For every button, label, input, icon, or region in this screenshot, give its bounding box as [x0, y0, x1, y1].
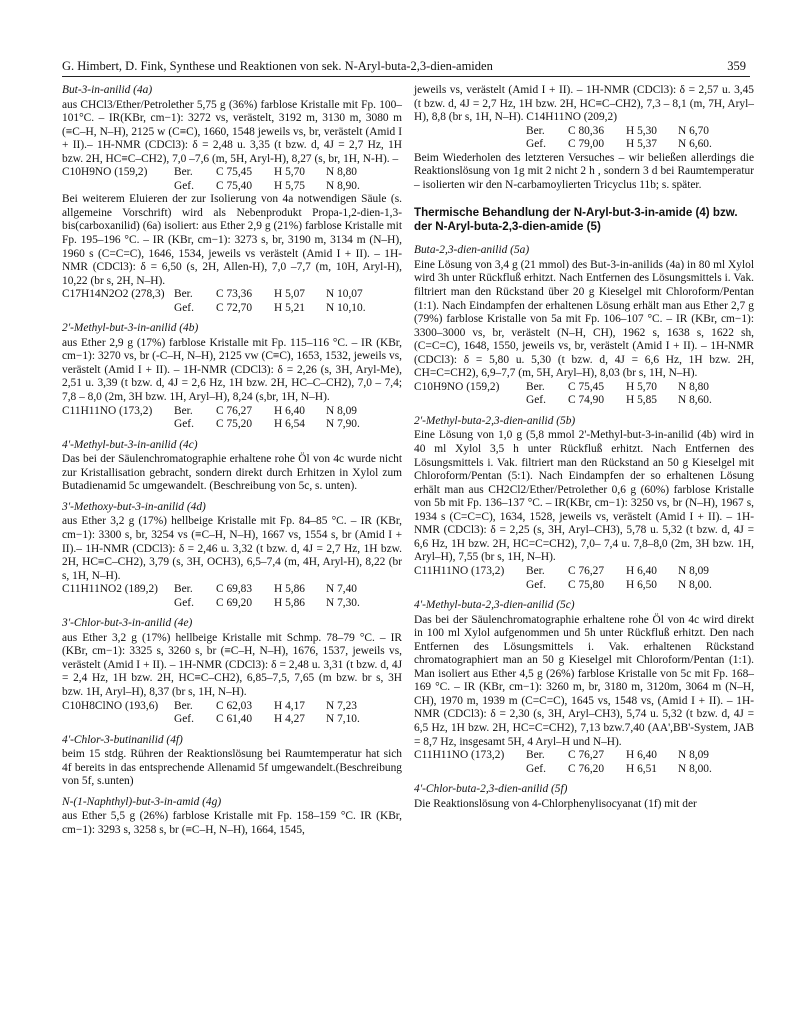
compound-entry-4a — [62, 84, 402, 315]
compound-entry-4g-continued — [414, 84, 754, 192]
running-header — [62, 56, 750, 77]
compound-entry-5f — [414, 783, 754, 811]
elemental-analysis: C11H11NO (173,2) Ber. C 76,27 H 6,40 N 8,09 Gef. C 75,20 H 6,54 N 7,90. — [62, 404, 360, 431]
experimental-text: aus Ether 5,5 g (26%) farblose Kristalle mit Fp. 158–159 °C. IR (KBr, cm−1): 3293 s, 3258 s, br (≡C–H, N–H), 1664, 1545, — [62, 810, 402, 836]
elemental-analysis: C11H11NO (173,2) Ber. C 76,27 H 6,40 N 8,09 Gef. C 75,80 H 6,50 N 8,00. — [414, 564, 712, 591]
experimental-text: Eine Lösung von 3,4 g (21 mmol) des But-3-in-anilids (4a) in 80 ml Xylol wird 3h unter Rückfluß erhitzt. Nach Entfernen des Lösungsmittels i. Vak. filtriert man den Rückstand über 20 g Kieselgel mit Chloroform/Pentan (1:1). Nach Eindampfen der erhaltenen Lösung erhält man aus Ether 2,7 g (79%) farblose Kristalle von 5a mit Fp. 106–107 °C. – IR (KBr, cm−1): 3300–3000 vs, br, verästelt (N–H, CH), 1962 s, 1638 s, 1622 sh, (C=C=C), 1648, 1550, jeweils vs, br, verästelt (Amid I + II). – 1H-NMR (CDCl3): δ = 5,80 u. 5,30 (t bzw. d, 4J = 6,6 Hz, 1H bzw. 2H, CH=C=CH2), 6,9–7,7 (m, 5H, Aryl–H), 8,03 (br s, 1H, N–H). — [414, 258, 754, 380]
formula: C10H9NO (159,2) — [62, 166, 148, 179]
experimental-text: aus Ether 3,2 g (17%) hellbeige Kristalle mit Fp. 84–85 °C. – IR (KBr, cm−1): 3300 s, br, 3254 vs (≡C–H, N–H), 1667 vs, 1554 s, br (Amid I + II).– 1H-NMR (CDCl3): δ = 2,46 u. 3,32 (t bzw. d, 4J = 2,7 Hz, 1H bzw. 2H, HC≡C–CH2), 3,79 (s, 3H, OCH3), 6,5–7,4 (m, 4H, Aryl-H), 8,22 (br s, 1H, N–H). — [62, 515, 402, 582]
compound-entry-4g — [62, 796, 402, 838]
left-column — [62, 84, 402, 844]
formula: C17H14N2O2 (278,3) — [62, 288, 165, 301]
formula: C11H11NO (173,2) — [62, 404, 153, 417]
compound-title: 2'-Methyl-but-3-in-anilid (4b) — [62, 322, 199, 335]
compound-entry-4f — [62, 734, 402, 789]
experimental-text: Das bei der Säulenchromatographie erhaltene rohe Öl von 4c wurde nicht zur Kristallisation gebracht, sondern direkt durch Erhitzen in Xylol zum Butadienamid 5c umgewandelt. (Beschreibung von 5c, s. unten). — [62, 453, 402, 493]
compound-entry-5b — [414, 415, 754, 592]
experimental-text: Das bei der Säulenchromatographie erhaltene rohe Öl von 4c wird direkt in 100 ml Xylol aufgenommen und 5h unter Rückfluß erhitzt. Den nach Entfernen des Lösungsmittels i. Vak. erhaltenen Rückstand chromatographiert man an 50 g Kieselgel mit Chloroform/Pentan (1:1). Man isoliert aus Ether 4,5 g (26%) farblose Kristalle von 5c mit Fp. 168–169 °C. – IR (KBr, cm−1): 3260 m, br, 3180 m, 3120m, 3064 m (N–H, CH), 1970 m, 1939 m (C=C=C), 1645 vs, 1548 vs, (Amid I + II). – 1H-NMR (CDCl3): δ = 2,30 (s, 3H, Aryl–CH3), 5,74 u. 5,32 (t bzw. d, 4J = 6,5 Hz, 1H bzw. 2H, HC=C=CH2), 7,13 bzw.7,40 (AA',BB'-System, JAB = 8,7 Hz, insgesamt 5H, 4 Aryl–H und N–H). — [414, 613, 754, 748]
elemental-analysis: C17H14N2O2 (278,3) Ber. C 73,36 H 5,07 N 10,07 Gef. C 72,70 H 5,21 N 10,10. — [62, 288, 366, 314]
compound-title: N-(1-Naphthyl)-but-3-in-amid (4g) — [62, 795, 222, 808]
experimental-text: beim 15 stdg. Rühren der Reaktionslösung bei Raumtemperatur hat sich 4f bereits in das entsprechende Allenamid 5f umgewandelt.(Beschreibung von 5f, s.unten) — [62, 748, 402, 788]
compound-title: 4'-Chlor-3-butinanilid (4f) — [62, 733, 183, 746]
experimental-text: aus Ether 3,2 g (17%) hellbeige Kristalle mit Schmp. 78–79 °C. – IR (KBr, cm−1): 3325 s, 3260 s, br (≡C–H, N–H), 1676, 1537, jeweils vs, verästelt (Amid I + II). – 1H-NMR (CDCl3): δ = 2,48 u. 3,31 (t bzw. d, 4J = 2,4 Hz, 1H bzw. 2H, HC≡C–CH2), 6,85–7,5, 7,65 (m bzw. br s, 3H bzw. 1H, Aryl–H), 8,37 (br s, 1H, N–H). — [62, 631, 402, 698]
compound-title: 3'-Chlor-but-3-in-anilid (4e) — [62, 617, 193, 630]
section-heading: Thermische Behandlung der N-Aryl-but-3-in-amide (4) bzw. der N-Aryl-buta-2,3-dien-amide (5) — [414, 206, 738, 234]
compound-entry-4b — [62, 322, 402, 431]
experimental-text: aus Ether 2,9 g (17%) farblose Kristalle mit Fp. 115–116 °C. – IR (KBr, cm−1): 3270 vs, br (-C–H, N–H), 2125 vw (C≡C), 1653, 1532, jeweils vs, verästelt (Amid I + II). – 1H-NMR (CDCl3): δ = 2,26 (s, 3H, Aryl-Me), 2,51 u. 3,39 (t bzw. d, 4J = 2,6 Hz, 1H bzw. 2H, HC–C–CH2), 7,0 – 7,4; 7,8 – 8,0 (2m, 3H bzw. 1H, Aryl–H), 8,24 (s,br, 1H, N–H). — [62, 336, 402, 404]
compound-entry-4c — [62, 439, 402, 494]
elemental-analysis: C11H11NO2 (189,2) Ber. C 69,83 H 5,86 N 7,40 Gef. C 69,20 H 5,86 N 7,30. — [62, 583, 360, 609]
experimental-text: jeweils vs, verästelt (Amid I + II). – 1H-NMR (CDCl3): δ = 2,57 u. 3,45 (t bzw. d, 4J = 2,7 Hz, 1H bzw. 2H, HC≡C–CH2), 7,3 – 8,1 (m, 7H, Aryl–H), 8,8 (br s, 1H, N–H). C14H11NO (209,2) — [414, 84, 754, 124]
experimental-text: Bei weiterem Eluieren der zur Isolierung von 4a notwendigen Säule (s. allgemeine Vorschrift) wird als Nebenprodukt Propa-1,2-dien-1,3-bis(carboxanilid) (6a) isoliert: aus Ether 2,9 g (21%) farblose Kristalle mit Fp. 195–196 °C. – IR (KBr, cm−1): 3273 s, br, 3190 m, 3134 m (N–H), 1960 s (C=C=C), 1646, 1534, jeweils vs verästelt (Amid I + II). – 1H-NMR (CDCl3): δ = 6,50 (s, 2H, Allen-H), 7,0 –7,7 (m, 10H, Aryl-H), 10,22 (br s, 2H, N–H). — [62, 193, 402, 287]
elemental-analysis: C11H11NO (173,2) Ber. C 76,27 H 6,40 N 8,09 Gef. C 76,20 H 6,51 N 8,00. — [414, 749, 712, 775]
formula: C11H11NO (173,2) — [414, 564, 505, 577]
formula: C11H11NO (173,2) — [414, 749, 505, 762]
right-column — [414, 84, 754, 818]
compound-entry-5a — [414, 244, 754, 408]
compound-title: But-3-in-anilid (4a) — [62, 84, 153, 96]
compound-entry-4e — [62, 617, 402, 726]
elemental-analysis: C10H9NO (159,2) Ber. C 75,45 H 5,70 N 8,80 Gef. C 74,90 H 5,85 N 8,60. — [414, 380, 712, 407]
running-title: G. Himbert, D. Fink, Synthese und Reaktionen von sek. N-Aryl-buta-2,3-dien-amiden — [62, 59, 493, 73]
elemental-analysis: C10H9NO (159,2) Ber. C 75,45 H 5,70 N 8,80 Gef. C 75,40 H 5,75 N 8,90. — [62, 166, 360, 192]
compound-title: 2'-Methyl-buta-2,3-dien-anilid (5b) — [414, 414, 576, 427]
formula: C11H11NO2 (189,2) — [62, 583, 158, 596]
experimental-text: aus CHCl3/Ether/Petrolether 5,75 g (36%) farblose Kristalle mit Fp. 100–101°C. – IR(KBr, cm−1): 3272 vs, verästelt, 3192 m, 3130 m, 3080 m (≡C–H, N–H), 2125 w (C≡C), 1660, 1548 jeweils vs, br, verästelt (Amid I + II).– 1H-NMR (CDCl3): δ = 2,48 u. 3,35 (t bzw. d, 4J = 2,7 Hz, 1H bzw. 2H, HC≡C–CH2), 7,0 –7,6 (m, 5H, Aryl-H), 8,27 (s, br, 1H, N-H). – — [62, 98, 402, 165]
compound-entry-4d — [62, 501, 402, 610]
experimental-text: Eine Lösung von 1,0 g (5,8 mmol 2'-Methyl-but-3-in-anilid (4b) wird in 40 ml Xylol 3,5 h unter Rückfluß erhitzt. Nach Entfernen des Lösungsmittels i. Vak. filtriert man den Rückstand an 50 g Kieselgel mit Chloroform/Pentan (5:1). Nach Eindampfen der so erhaltenen Lösung erhält man aus CH2Cl2/Ether/Petrolether 0,6 g (60%) farblose Kristalle von 5b mit Fp. 136–137 °C. – IR(KBr, cm−1): 3250 vs, br (N–H), 1967 s, 1934 s (C=C=C), 1634, 1528, jeweils vs, verästelt (Amid I + II). – 1H-NMR (CDCl3): δ = 2,25 (s, 3H, Aryl–CH3), 5,78 u. 5,32 (t bzw. d, 4J = 6,6 Hz, 1H bzw. 2H, HC=C=CH2), 7,0– 7,4 u. 7,8–8,0 (2m, 3H bzw. 1H, Aryl–H), 7,55 (br s, 1H, N–H). — [414, 429, 754, 564]
elemental-analysis: C10H8ClNO (193,6) Ber. C 62,03 H 4,17 N 7,23 Gef. C 61,40 H 4,27 N 7,10. — [62, 699, 360, 726]
compound-title: 4'-Chlor-buta-2,3-dien-anilid (5f) — [414, 783, 568, 796]
compound-title: Buta-2,3-dien-anilid (5a) — [414, 244, 530, 257]
page-number: 359 — [727, 59, 746, 73]
compound-entry-5c — [414, 599, 754, 776]
compound-title: 4'-Methyl-but-3-in-anilid (4c) — [62, 438, 198, 451]
compound-title: 3'-Methoxy-but-3-in-anilid (4d) — [62, 500, 206, 513]
experimental-text: Beim Wiederholen des letzteren Versuches – wir beließen allerdings die Reaktionslösung von 1g mit 2 nicht 2 h , sondern 3 d bei Raumtemperatur – isolierten wir den N-carbamoylierten Tricyclus 11b; s. später. — [414, 151, 754, 191]
formula: C10H8ClNO (193,6) — [62, 699, 159, 712]
elemental-analysis: Ber. C 80,36 H 5,30 N 6,70 Gef. C 79,00 H 5,37 N 6,60. — [526, 124, 712, 151]
compound-title: 4'-Methyl-buta-2,3-dien-anilid (5c) — [414, 599, 575, 612]
experimental-text: Die Reaktionslösung von 4-Chlorphenylisocyanat (1f) mit der — [414, 797, 697, 810]
formula: C10H9NO (159,2) — [414, 380, 500, 393]
